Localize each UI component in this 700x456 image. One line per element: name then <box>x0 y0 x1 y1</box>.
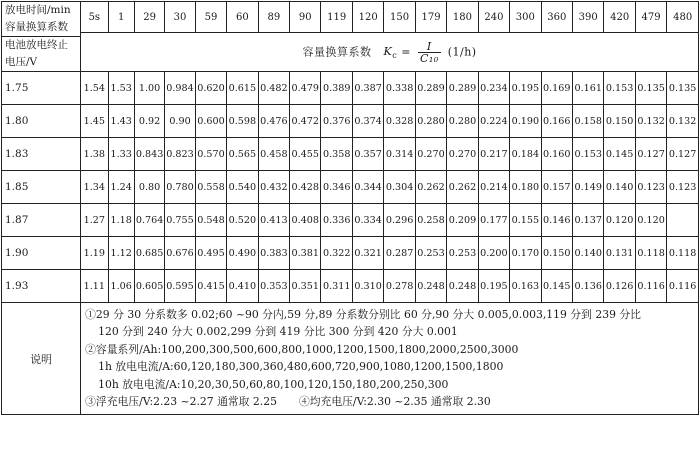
coefficient-cell: 0.321 <box>352 237 383 270</box>
table-row <box>2 138 699 171</box>
column-header: 179 <box>415 2 446 33</box>
coefficient-cell: 0.166 <box>541 105 572 138</box>
column-header: 390 <box>572 2 603 33</box>
coefficient-cell: 0.358 <box>321 138 352 171</box>
column-header: 90 <box>290 2 321 33</box>
coefficient-cell: 0.248 <box>447 270 478 303</box>
coefficient-cell: 0.127 <box>667 138 699 171</box>
coefficient-cell: 0.80 <box>134 171 164 204</box>
note-3-float-voltage: ③浮充电压/V:2.23 ~2.27 通常取 2.25 <box>85 395 277 409</box>
coefficient-cell: 0.209 <box>447 204 478 237</box>
coefficient-cell: 1.43 <box>108 105 134 138</box>
coefficient-cell: 0.755 <box>165 204 195 237</box>
coefficient-cell: 0.455 <box>290 138 321 171</box>
coefficient-cell: 0.161 <box>572 72 603 105</box>
header-row <box>2 2 699 33</box>
coefficient-cell: 1.18 <box>108 204 134 237</box>
coefficient-cell: 0.153 <box>572 138 603 171</box>
coefficient-cell: 0.253 <box>415 237 446 270</box>
coefficient-cell: 0.160 <box>541 138 572 171</box>
table-row <box>2 237 699 270</box>
formula-denominator: C₁₀ <box>419 51 439 65</box>
coefficient-cell: 0.118 <box>667 237 699 270</box>
voltage-cell: 1.75 <box>2 72 81 105</box>
coefficient-cell: 0.548 <box>195 204 226 237</box>
formula-numerator: I <box>418 41 441 53</box>
coefficient-cell: 0.605 <box>134 270 164 303</box>
coefficient-cell: 0.234 <box>478 72 509 105</box>
table-row <box>2 171 699 204</box>
coefficient-cell: 0.565 <box>227 138 258 171</box>
coefficient-cell: 0.843 <box>134 138 164 171</box>
coefficient-cell: 1.33 <box>108 138 134 171</box>
coefficient-cell: 0.540 <box>227 171 258 204</box>
voltage-cell: 1.80 <box>2 105 81 138</box>
coefficient-cell: 0.258 <box>415 204 446 237</box>
notes-label: 说明 <box>2 303 81 415</box>
coefficient-cell: 0.135 <box>635 72 666 105</box>
corner-header <box>2 2 81 37</box>
coefficient-cell: 0.150 <box>604 105 635 138</box>
coefficient-cell: 0.353 <box>258 270 289 303</box>
coefficient-cell: 0.170 <box>510 237 541 270</box>
formula-symbol: $K_c$ <box>383 45 398 61</box>
coefficient-cell: 1.24 <box>108 171 134 204</box>
coefficient-cell: 0.92 <box>134 105 164 138</box>
voltage-cell: 1.90 <box>2 237 81 270</box>
capacity-conversion-table <box>1 1 699 415</box>
coefficient-cell: 0.479 <box>290 72 321 105</box>
coefficient-cell: 0.90 <box>165 105 195 138</box>
coefficient-cell: 0.135 <box>667 72 699 105</box>
voltage-cell: 1.87 <box>2 204 81 237</box>
formula-label: 容量换算系数 <box>302 45 372 58</box>
voltage-label-line2: 电压/V <box>5 56 38 68</box>
coefficient-cell: 0.984 <box>165 72 195 105</box>
coefficient-cell: 0.118 <box>635 237 666 270</box>
column-header: 240 <box>478 2 509 33</box>
coefficient-cell: 0.217 <box>478 138 509 171</box>
column-header: 1 <box>108 2 134 33</box>
formula-row <box>2 33 699 37</box>
coefficient-cell: 0.116 <box>635 270 666 303</box>
coefficient-cell: 0.328 <box>384 105 415 138</box>
coefficient-cell: 0.764 <box>134 204 164 237</box>
column-header: 119 <box>321 2 352 33</box>
coefficient-cell: 0.472 <box>290 105 321 138</box>
coefficient-cell: 0.150 <box>541 237 572 270</box>
coefficient-cell: 0.314 <box>384 138 415 171</box>
coefficient-cell: 0.289 <box>415 72 446 105</box>
coefficient-cell: 0.157 <box>541 171 572 204</box>
coefficient-cell: 0.131 <box>604 237 635 270</box>
column-header: 180 <box>447 2 478 33</box>
column-header: 120 <box>352 2 383 33</box>
coefficient-cell: 0.224 <box>478 105 509 138</box>
coefficient-cell: 0.387 <box>352 72 383 105</box>
coefficient-cell: 1.53 <box>108 72 134 105</box>
notes-cell <box>81 303 699 415</box>
coefficient-cell: 0.344 <box>352 171 383 204</box>
column-header: 59 <box>195 2 226 33</box>
coefficient-cell: 1.38 <box>81 138 108 171</box>
coefficient-cell: 0.476 <box>258 105 289 138</box>
coefficient-cell: 0.123 <box>667 171 699 204</box>
note-3-4 <box>85 393 694 410</box>
formula-equals: = <box>401 45 411 58</box>
coefficient-cell: 0.322 <box>321 237 352 270</box>
table-row <box>2 204 699 237</box>
coefficient-cell: 0.376 <box>321 105 352 138</box>
coefficient-cell: 0.149 <box>572 171 603 204</box>
coefficient-cell: 0.195 <box>478 270 509 303</box>
coefficient-cell: 0.558 <box>195 171 226 204</box>
coefficient-cell: 0.381 <box>290 237 321 270</box>
coefficient-cell: 0.336 <box>321 204 352 237</box>
coefficient-cell: 0.195 <box>510 72 541 105</box>
coefficient-cell: 0.140 <box>572 237 603 270</box>
note-2-10h-current: 10h 放电电流/A:10,20,30,50,60,80,100,120,150,180,200,250,300 <box>98 377 449 391</box>
coefficient-cell: 1.11 <box>81 270 108 303</box>
coefficient-cell: 0.120 <box>635 204 666 237</box>
coefficient-cell: 1.12 <box>108 237 134 270</box>
column-header: 150 <box>384 2 415 33</box>
table-row <box>2 270 699 303</box>
voltage-cell: 1.85 <box>2 171 81 204</box>
column-header: 480 <box>667 2 699 33</box>
coefficient-cell: 0.132 <box>667 105 699 138</box>
coefficient-cell: 0.338 <box>384 72 415 105</box>
column-header: 300 <box>510 2 541 33</box>
coefficient-cell: 0.214 <box>478 171 509 204</box>
coefficient-cell: 0.287 <box>384 237 415 270</box>
coefficient-cell: 0.495 <box>195 237 226 270</box>
coefficient-cell: 0.351 <box>290 270 321 303</box>
coefficient-cell: 0.620 <box>195 72 226 105</box>
coefficient-cell: 0.357 <box>352 138 383 171</box>
coefficient-cell: 0.116 <box>667 270 699 303</box>
coefficient-cell: 1.19 <box>81 237 108 270</box>
notes-row <box>2 303 699 415</box>
coefficient-cell: 0.153 <box>604 72 635 105</box>
coefficient-cell: 0.137 <box>572 204 603 237</box>
table-row <box>2 72 699 105</box>
coefficient-cell: 0.127 <box>635 138 666 171</box>
coefficient-cell: 0.126 <box>604 270 635 303</box>
coefficient-cell: 0.270 <box>447 138 478 171</box>
corner-coefficient-label: 容量换算系数 <box>5 21 68 33</box>
column-header: 30 <box>165 2 195 33</box>
column-header: 89 <box>258 2 289 33</box>
coefficient-cell: 0.132 <box>635 105 666 138</box>
note-1: ①29 分 30 分系数多 0.02;60 ~90 分内,59 分,89 分系数分别比 60 分,90 分大 0.005,0.003,119 分到 239 分比 <box>85 308 641 321</box>
coefficient-cell: 0.310 <box>352 270 383 303</box>
coefficient-cell: 0.136 <box>572 270 603 303</box>
formula-unit: (1/h) <box>447 45 477 58</box>
coefficient-cell: 0.146 <box>541 204 572 237</box>
coefficient-cell: 0.520 <box>227 204 258 237</box>
coefficient-cell: 0.415 <box>195 270 226 303</box>
coefficient-cell: 0.270 <box>415 138 446 171</box>
coefficient-cell: 0.145 <box>541 270 572 303</box>
coefficient-cell: 0.823 <box>165 138 195 171</box>
coefficient-cell: 0.346 <box>321 171 352 204</box>
coefficient-cell: 0.190 <box>510 105 541 138</box>
coefficient-cell: 0.304 <box>384 171 415 204</box>
coefficient-cell: 0.780 <box>165 171 195 204</box>
coefficient-cell: 1.06 <box>108 270 134 303</box>
coefficient-cell: 0.432 <box>258 171 289 204</box>
coefficient-cell: 0.280 <box>447 105 478 138</box>
coefficient-cell: 1.45 <box>81 105 108 138</box>
column-header: 60 <box>227 2 258 33</box>
coefficient-cell <box>667 204 699 237</box>
coefficient-cell: 1.54 <box>81 72 108 105</box>
coefficient-cell: 0.428 <box>290 171 321 204</box>
coefficient-cell: 1.27 <box>81 204 108 237</box>
note-1-continued: 120 分到 240 分大 0.002,299 分到 419 分比 300 分到 420 分大 0.001 <box>98 325 458 339</box>
coefficient-cell: 0.458 <box>258 138 289 171</box>
coefficient-cell: 1.34 <box>81 171 108 204</box>
coefficient-cell: 0.408 <box>290 204 321 237</box>
coefficient-cell: 0.163 <box>510 270 541 303</box>
coefficient-cell: 0.158 <box>572 105 603 138</box>
coefficient-cell: 0.123 <box>635 171 666 204</box>
coefficient-cell: 0.296 <box>384 204 415 237</box>
coefficient-cell: 0.289 <box>447 72 478 105</box>
coefficient-cell: 0.180 <box>510 171 541 204</box>
coefficient-cell: 0.169 <box>541 72 572 105</box>
coefficient-cell: 0.374 <box>352 105 383 138</box>
coefficient-cell: 0.262 <box>415 171 446 204</box>
coefficient-cell: 0.184 <box>510 138 541 171</box>
coefficient-cell: 0.615 <box>227 72 258 105</box>
voltage-header <box>2 37 81 72</box>
coefficient-cell: 0.490 <box>227 237 258 270</box>
note-4-equalize-voltage: ④均充电压/V:2.30 ~2.35 通常取 2.30 <box>298 395 491 409</box>
coefficient-cell: 0.685 <box>134 237 164 270</box>
voltage-cell: 1.83 <box>2 138 81 171</box>
note-2: ②容量系列/Ah:100,200,300,500,600,800,1000,1200,1500,1800,2000,2500,3000 <box>85 342 519 356</box>
coefficient-cell: 0.482 <box>258 72 289 105</box>
formula-cell <box>81 33 699 72</box>
coefficient-cell: 0.140 <box>604 171 635 204</box>
voltage-label-line1: 电池放电终止 <box>5 39 68 51</box>
coefficient-cell: 0.311 <box>321 270 352 303</box>
coefficient-cell: 0.389 <box>321 72 352 105</box>
column-header: 29 <box>134 2 164 33</box>
coefficient-cell: 0.600 <box>195 105 226 138</box>
coefficient-cell: 0.278 <box>384 270 415 303</box>
coefficient-cell: 1.00 <box>134 72 164 105</box>
column-header: 5s <box>81 2 108 33</box>
coefficient-cell: 0.177 <box>478 204 509 237</box>
coefficient-cell: 0.676 <box>165 237 195 270</box>
column-header: 420 <box>604 2 635 33</box>
coefficient-cell: 0.155 <box>510 204 541 237</box>
note-2-1h-current: 1h 放电电流/A:60,120,180,300,360,480,600,720,900,1080,1200,1500,1800 <box>98 360 504 374</box>
coefficient-cell: 0.410 <box>227 270 258 303</box>
corner-time-label: 放电时间/min <box>5 4 71 16</box>
coefficient-cell: 0.253 <box>447 237 478 270</box>
coefficient-cell: 0.120 <box>604 204 635 237</box>
coefficient-cell: 0.413 <box>258 204 289 237</box>
coefficient-cell: 0.598 <box>227 105 258 138</box>
table-row <box>2 105 699 138</box>
coefficient-cell: 0.200 <box>478 237 509 270</box>
coefficient-cell: 0.262 <box>447 171 478 204</box>
column-header: 479 <box>635 2 666 33</box>
coefficient-cell: 0.595 <box>165 270 195 303</box>
formula-fraction <box>418 41 441 64</box>
coefficient-cell: 0.145 <box>604 138 635 171</box>
coefficient-cell: 0.570 <box>195 138 226 171</box>
coefficient-cell: 0.383 <box>258 237 289 270</box>
voltage-cell: 1.93 <box>2 270 81 303</box>
coefficient-cell: 0.334 <box>352 204 383 237</box>
coefficient-cell: 0.248 <box>415 270 446 303</box>
coefficient-cell: 0.280 <box>415 105 446 138</box>
column-header: 360 <box>541 2 572 33</box>
